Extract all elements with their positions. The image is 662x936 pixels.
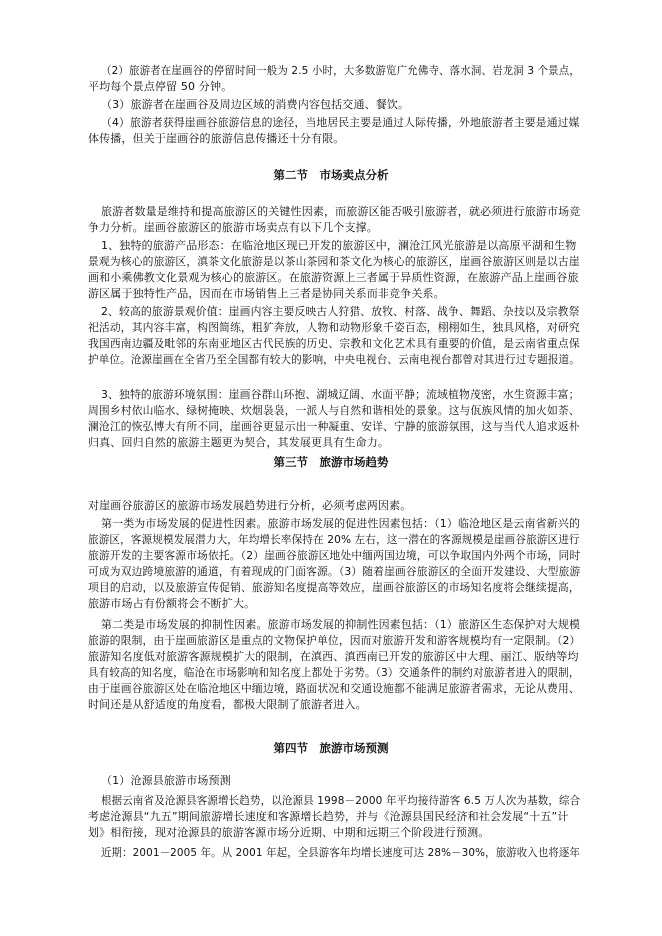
text-line: 归真、回归自然的旅游主题更为契合，其发展更具有生命力。 (88, 436, 390, 449)
text-line: 由于崖画谷旅游区处在临沧地区中缅边境，路面状况和交通设施都不能满足旅游者需求，无论从费用、 (88, 682, 580, 695)
text-line: 3、独特的旅游环境氛围：崖画谷群山环抱、湖城辽阔、水面平静；流域植物茂密，水生资源丰富； (101, 388, 580, 401)
text-line: 体传播，但关于崖画谷的旅游信息传播还十分有限。 (88, 132, 345, 145)
text-line: 旅游区，客源规模发展潜力大，年均增长率保持在 20% 左右，这一潜在的客源规模是崖画谷旅游区进行 (88, 533, 580, 546)
text-line: 护单位。沧源崖画在全省乃至全国都有较大的影响，中央电视台、云南电视台都曾对其进行过专题报道。 (88, 353, 580, 366)
text-line: 周围乡村依山临水、绿树掩映、炊烟袅袅，一派人与自然和谐相处的景象。这与佤族风情的加火如荼、 (88, 404, 580, 417)
text-line: 第一类为市场发展的促进性因素。旅游市场发展的促进性因素包括：（1）临沧地区是云南省新兴的 (101, 517, 581, 530)
text-line: 时间还是从舒适度的角度看，都极大限制了旅游者进入。 (88, 698, 367, 711)
text-line: 划》相衔接，现对沧源县的旅游客源市场分近期、中期和远期三个阶段进行预测。 (88, 826, 490, 839)
text-line: 2、较高的旅游景观价值：崖画内容主要反映古人狩猎、放牧、村落、战争、舞蹈、杂技以及宗教祭 (101, 305, 580, 318)
text-line: 项目的启动，以及旅游宣传促销、旅游知名度提高等效应，崖画谷旅游区的市场知名度将会继续提高， (88, 581, 580, 594)
text-line: 根据云南省及沧源县客源增长趋势，以沧源县 1998－2000 年平均接待游客 6.5 万人次为基数，综合 (101, 794, 581, 807)
text-line: （4）旅游者获得崖画谷旅游信息的途径，当地居民主要是通过人际传播，外地旅游者主要是通过媒 (101, 116, 580, 129)
text-line: （1）沧源县旅游市场预测 (101, 774, 231, 787)
text-line: 祀活动，其内容丰富，构图简练，粗犷奔放，人物和动物形象千姿百态，栩栩如生，独具风格，对研究 (88, 321, 580, 334)
section-heading: 第二节 市场卖点分析 (273, 168, 389, 182)
text-line: 1、独特的旅游产品形态：在临沧地区现已开发的旅游区中，澜沧江风光旅游是以高原平湖和生物 (101, 239, 577, 252)
text-line: 考虑沧源县“九五”期间旅游增长速度和客源增长趋势，并与《沧源县国民经济和社会发展“十五”计 (88, 810, 569, 823)
text-line: 旅游者数量是维持和提高旅游区的关键性因素，而旅游区能否吸引旅游者，就必须进行旅游市场竞 (101, 205, 581, 218)
text-line: 近期：2001－2005 年。从 2001 年起，全县游客年均增长速度可达 28%－30%，旅游收入也将逐年 (101, 846, 580, 859)
text-line: 旅游知名度低对旅游客源规模扩大的限制，在滇西、滇西南已开发的旅游区中大理、丽江、版纳等均 (88, 650, 579, 663)
text-line: （3）旅游者在崖画谷及周边区域的消费内容包括交通、餐饮。 (101, 98, 410, 111)
text-line: 我国西南边疆及毗邻的东南亚地区古代民族的历史、宗教和文化艺术具有重要的价值，是云南省重点保 (88, 337, 580, 350)
text-line: 游区属于独特性产品，因而在市场销售上三者是协同关系而非竞争关系。 (88, 287, 445, 300)
text-line: 对崖画谷旅游区的旅游市场发展趋势进行分析，必须考虑两因素。 (88, 499, 412, 512)
section-heading: 第三节 旅游市场趋势 (273, 455, 389, 469)
text-line: 景观为核心的旅游区，滇茶文化旅游是以茶山茶园和茶文化为核心的旅游区，崖画谷旅游区则是以古崖 (88, 255, 580, 268)
text-line: 旅游开发的主要客源市场依托。（2）崖画谷旅游区地处中缅两国边境，可以争取国内外两个市场，同时 (88, 549, 581, 562)
text-line: 画和小乘佛教文化景观为核心的旅游区。在旅游资源上三者属于异质性资源，在旅游产品上崖画谷旅 (88, 271, 579, 284)
text-line: 旅游的限制，由于崖画旅游区是重点的文物保护单位，因而对旅游开发和游客规模均有一定限制。（2） (88, 634, 581, 647)
text-line: 平均每个景点停留 50 分钟。 (88, 80, 233, 93)
text-line: 澜沧江的恢弘博大有所不同，崖画谷更显示出一种凝重、安详、宁静的旅游氛围，这与当代人追求返朴 (88, 420, 580, 433)
text-line: 可成为双边跨境旅游的通道，有着现成的门面客源。（3）随着崖画谷旅游区的全面开发建设、大型旅游 (88, 565, 581, 578)
text-line: 第二类是市场发展的抑制性因素。旅游市场发展的抑制性因素包括：（1）旅游区生态保护对大规模 (101, 618, 581, 631)
section-heading: 第四节 旅游市场预测 (273, 741, 389, 755)
text-line: 旅游市场占有份额将会不断扩大。 (88, 597, 256, 610)
text-line: 具有较高的知名度，临沧在市场影响和知名度上都处于劣势。（3）交通条件的制约对旅游者进入的限制， (88, 666, 580, 679)
text-line: 争力分析。崖画谷旅游区的旅游市场卖点有以下几个支撑。 (88, 221, 378, 234)
text-line: （2）旅游者在崖画谷的停留时间一般为 2.5 小时，大多数游览广允佛寺、落水洞、岩龙洞 3 个景点， (101, 64, 580, 77)
